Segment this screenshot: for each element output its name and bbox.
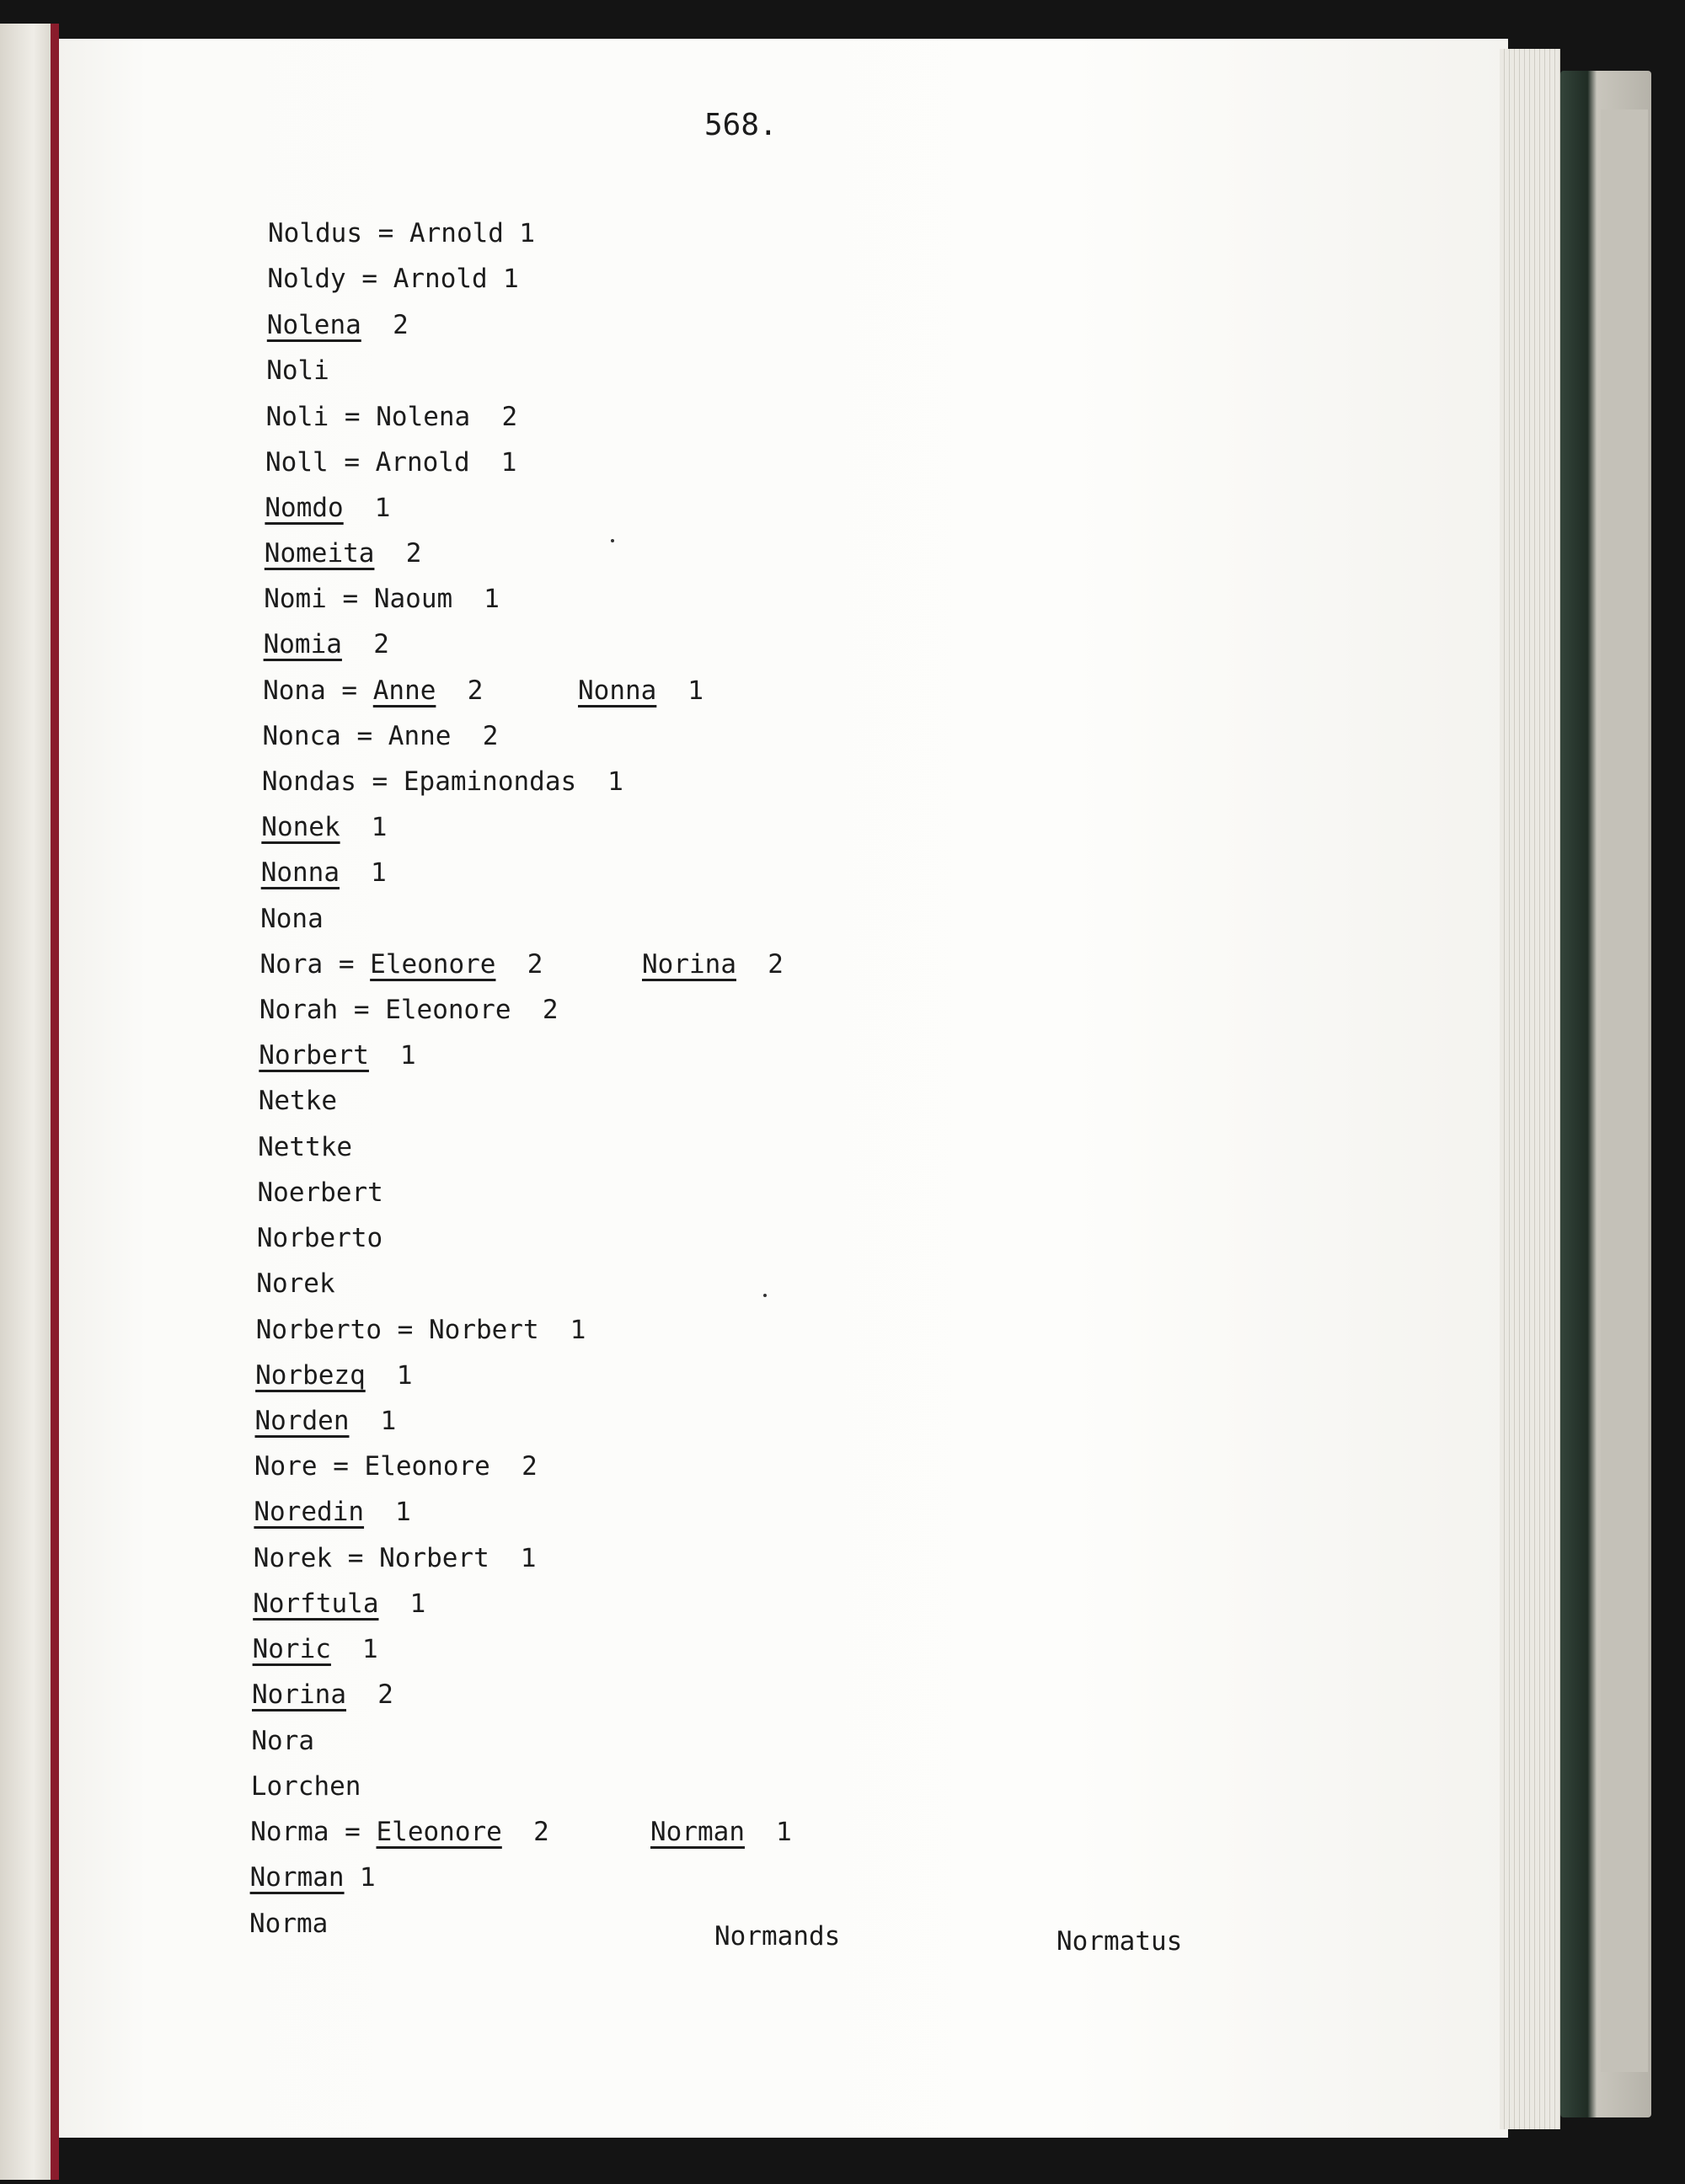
entry-text: 2 [374,538,422,569]
entry-text: 2 [341,629,389,659]
name-entry [259,1088,337,1114]
entry-text: Norma = [250,1817,377,1847]
name-entry [263,675,484,706]
frequency-count: 1 [371,858,388,888]
underlined-name: Nomeita [264,538,375,569]
frequency-count: 1 [484,585,500,614]
name-entry [249,1862,377,1893]
entry-text: Norek [256,1268,335,1299]
name-entry [253,1543,538,1573]
frequency-count: 1 [409,1589,426,1619]
entry-text [349,1408,380,1434]
underlined-name: Eleonore [376,1817,502,1847]
entry-text [364,1499,395,1525]
entry-text [379,1591,410,1617]
name-entry [258,1132,353,1162]
entry-text: Norberto [256,1223,383,1253]
name-entry [251,1728,314,1754]
name-entry [259,1040,417,1071]
ink-speck [611,539,614,542]
underlined-name: Nomia [263,629,342,659]
entry-text: Nora = [259,949,371,980]
name-entry [261,766,624,797]
entry-text: Noldy = Arnold [267,264,504,294]
name-entry [267,312,409,339]
name-entry [250,1819,549,1845]
entry-text: Lorchen [250,1771,361,1802]
frequency-count: 1 [360,1863,377,1893]
name-entry [261,814,388,841]
name-entry [254,1499,411,1525]
frequency-count: 1 [395,1498,412,1527]
name-entry [252,1634,379,1664]
name-entry [250,1771,361,1802]
frequency-count: 1 [375,494,392,523]
underlined-name: Norbert [259,1040,369,1071]
name-entry [266,355,329,386]
frequency-count: 1 [380,1407,397,1436]
underlined-name: Norina [252,1679,346,1710]
entry-text [369,1043,400,1069]
cover-board [1601,109,1648,2072]
underlined-name: Noric [252,1634,331,1664]
ink-speck [763,1294,767,1297]
underlined-name: Nonna [578,675,657,706]
name-entry [252,1679,393,1710]
entry-text: Nondas = Epaminondas [261,766,608,797]
page-number: 568. [704,108,778,142]
underlined-name: Eleonore [370,949,496,980]
page-edges [1500,49,1560,2129]
entry-text [331,1637,362,1663]
frequency-count: 1 [500,448,518,478]
book-spine [51,24,59,2180]
entry-text [345,1865,361,1891]
name-entry [265,447,518,478]
name-entry [257,1225,382,1252]
left-page-edge [0,24,56,2180]
underlined-name: Norman [650,1817,745,1847]
entry-text: Nonca = Anne 2 [262,721,499,751]
entry-text: Noerbert [257,1177,383,1208]
entry-text: Noll = Arnold [265,447,501,478]
name-entry [256,1268,335,1299]
name-entry [260,906,324,932]
frequency-count: 1 [400,1041,417,1071]
entry-text [340,814,372,841]
entry-text: 2 [495,949,543,980]
cross-reference-entry [578,675,704,706]
name-entry [259,949,543,980]
entry-text: 2 [736,949,784,980]
underlined-name: Norbezq [255,1360,366,1391]
entry-text: 2 [501,1817,549,1847]
entry-text: 2 [361,310,409,340]
name-entry [266,404,518,430]
name-entry [253,1591,426,1617]
frequency-count: 1 [687,676,704,706]
underlined-name: Anne [372,675,436,706]
entry-text [656,678,687,704]
footer-name-normands: Normands [714,1921,841,1952]
entry-text: Nona [260,904,324,934]
frequency-count: 1 [521,1544,538,1573]
cross-reference-entry [642,949,784,980]
entry-text: 2 [345,1679,393,1710]
name-entry [263,629,389,659]
entry-text [344,495,375,521]
underlined-name: Norina [642,949,736,980]
entry-text: Norek = Norbert [253,1543,522,1573]
frequency-count: 1 [776,1818,793,1847]
entry-text: Nora [251,1726,315,1756]
footer-name-normatus: Normatus [1056,1926,1183,1957]
entry-text [340,860,371,886]
frequency-count: 1 [503,264,520,294]
entry-text: Nona = [263,675,373,706]
frequency-count: 1 [519,219,536,248]
entry-text: Noldus = Arnold [268,218,520,248]
underlined-name: Nolena [266,310,361,340]
name-entry [256,1317,586,1343]
underlined-name: Nonek [261,812,340,842]
name-entry [254,1451,538,1482]
name-entry [267,266,519,292]
name-entry [264,586,500,612]
frequency-count: 1 [397,1361,414,1391]
entry-text: Norma [249,1909,329,1939]
entry-text: Norah = Eleonore 2 [259,995,559,1025]
frequency-count: 1 [362,1635,379,1664]
cross-reference-entry [650,1819,792,1845]
frequency-count: 1 [371,813,388,842]
entry-text: Nomi = Naoum [264,584,484,614]
underlined-name: Norman [249,1862,345,1893]
name-entry [264,538,422,569]
underlined-name: Nonna [260,857,340,888]
name-entry [262,721,499,751]
entry-text: Nore = Eleonore 2 [254,1451,538,1482]
entry-text: Norberto = Norbert [255,1315,570,1345]
entry-text: Netke [258,1086,338,1116]
entry-text: Noli [266,355,329,386]
name-entry [249,1911,328,1937]
name-entry [255,1408,397,1434]
underlined-name: Nomdo [265,493,344,523]
name-entry [259,997,559,1023]
entry-text: Noli = Nolena 2 [265,402,518,432]
entry-text: Nettke [258,1132,353,1162]
entry-text [366,1363,397,1389]
underlined-name: Norftula [253,1589,379,1619]
name-entry [257,1177,383,1208]
underlined-name: Norden [254,1406,350,1436]
name-entry [268,218,536,248]
frequency-count: 1 [607,767,624,797]
name-entry [255,1360,414,1391]
entry-text [745,1819,776,1845]
entry-text: 2 [436,675,484,706]
frequency-count: 1 [570,1316,587,1345]
name-entry [265,495,391,521]
name-entry [260,857,388,888]
underlined-name: Noredin [254,1497,365,1527]
